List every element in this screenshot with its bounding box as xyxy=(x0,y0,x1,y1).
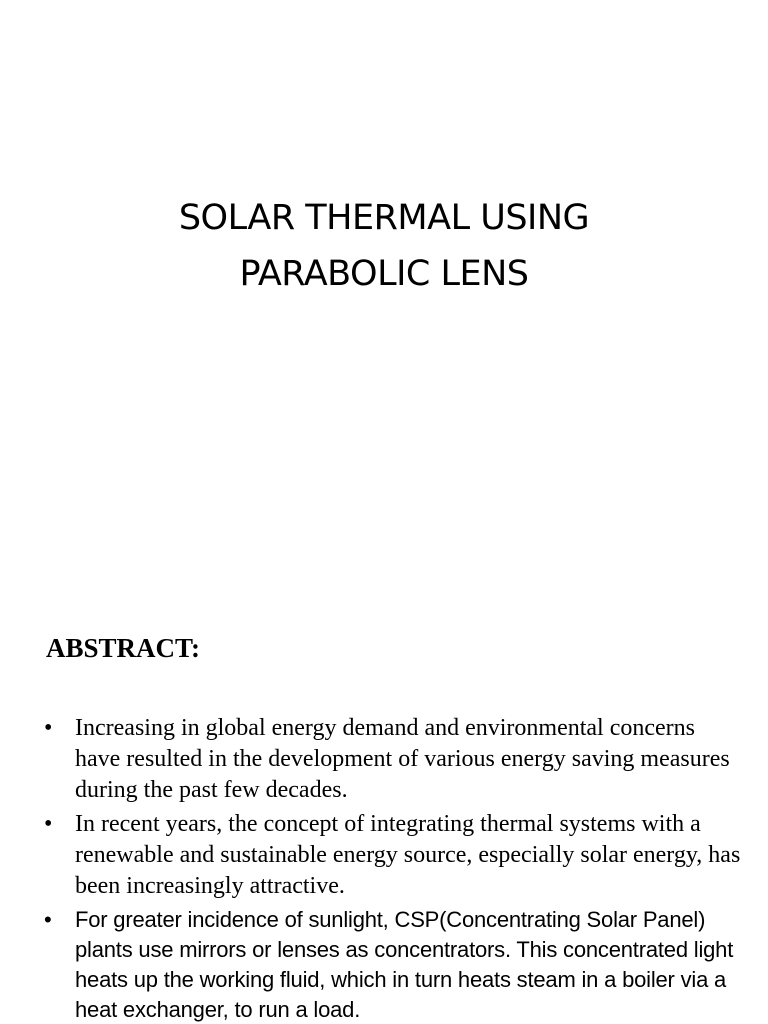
bullet-marker-icon: • xyxy=(44,907,52,932)
abstract-bullet-2 xyxy=(44,809,744,902)
abstract-bullet-list xyxy=(44,713,744,1024)
abstract-bullet-text: In recent years, the concept of integrating thermal systems with a renewable and sustainable energy source, especially solar energy, has been increasingly attractive. xyxy=(75,811,741,899)
bullet-marker-icon: • xyxy=(44,811,53,837)
slide-title-line-1: SOLAR THERMAL USING xyxy=(178,198,590,238)
slide-title xyxy=(0,190,768,302)
bullet-marker-icon: • xyxy=(44,715,53,741)
abstract-bullet-text: Increasing in global energy demand and environmental concerns have resulted in the development of various energy saving measures during the past few decades. xyxy=(75,715,730,803)
abstract-bullet-3 xyxy=(44,905,744,1024)
slide-title-line-2: PARABOLIC LENS xyxy=(239,254,529,294)
abstract-bullet-1 xyxy=(44,713,744,806)
abstract-heading: ABSTRACT: xyxy=(46,633,201,663)
abstract-bullet-text: For greater incidence of sunlight, CSP(Concentrating Solar Panel) plants use mirrors or lenses as concentrators. This concentrated light heats up the working fluid, which in turn heats steam in a boiler via a heat exchanger, to run a load. xyxy=(75,907,734,1022)
